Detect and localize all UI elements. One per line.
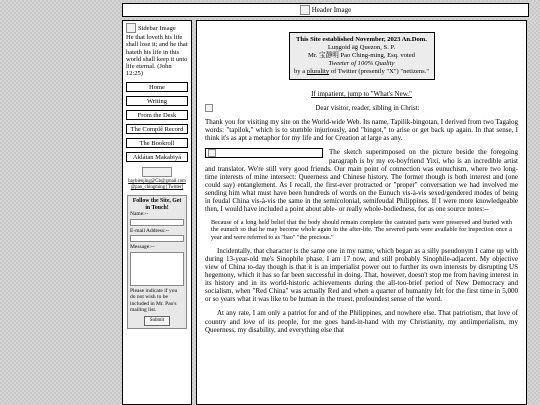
nav-home[interactable]: Home bbox=[126, 82, 188, 92]
sidebar bbox=[122, 20, 192, 405]
sidebar-image-alt: Sidebar Image bbox=[138, 24, 176, 32]
paragraph-intro: Thank you for visiting my site on the World-wide Web. Its name, Tapilik-bingotan, I derived from two Tagalog words: "tapilok," which is to stumble injuriously, and "bingot," to arise or get back up again. In that sense, I think it's as apt a metaphor for my life and for Creation at large as any. bbox=[205, 118, 518, 143]
sketch-image bbox=[205, 148, 323, 158]
paragraph-sketch: The sketch superimposed on the picture beside the foregoing paragraph is by my ex-boyfriend Yixi, who is an incredible artist and translator. We're still very good friends. Our main point of connection was eunuchism, where two long-time interests of mine intersect: Queerness and Chinese history. The former though is both interest and (one could say) entanglement. As I recall, the first-ever protracted or "proper" conversation we had involved me sending him what must have been hundreds of words on the Eunuch vis-à-vis sexed/gendered modes of being in feudal China vis-à-vis the same in the semicolonial, semifeudal Philippines. If I were more knowledgeable then, I would have included a point about able- or really whole-bodiedness, for as one source notes:-- bbox=[205, 148, 518, 214]
broken-image-icon bbox=[205, 104, 213, 112]
email-label: E-mail Address:-- bbox=[130, 227, 170, 234]
plurality-link[interactable]: plurality bbox=[306, 68, 330, 75]
follow-title: Follow the Site, Get in Touch! bbox=[132, 198, 182, 211]
header-image-alt: Header Image bbox=[311, 6, 352, 14]
name-field[interactable] bbox=[130, 219, 184, 226]
name-label: Name:-- bbox=[130, 211, 149, 218]
bible-quote: He that loveth his life shall lose it; and he that hateth his life in this world shall keep it unto life eternal. (John 12:25) bbox=[126, 34, 188, 78]
nav-writing[interactable]: Writing bbox=[126, 96, 188, 106]
email-field[interactable] bbox=[130, 235, 184, 242]
site-info-box: This Site established November, 2023 An.Dom. Luņgoid āḡ Quezon, S. P. Mr. 宝靜明 Pao Ching-ming, Esq. voted Tweeter of 100% Quality by a plurality of Twitter (presently "X") "netizens." bbox=[289, 32, 435, 80]
greeting: Dear visitor, reader, sibling in Christ: bbox=[315, 104, 420, 113]
established-line: This Site established November, 2023 An.Dom. bbox=[296, 36, 427, 43]
broken-image-icon bbox=[300, 5, 310, 15]
nav-complete-record[interactable]: The Complê Record bbox=[126, 124, 188, 134]
message-field[interactable] bbox=[130, 252, 184, 286]
location-line: Luņgoid āḡ Quezon, S. P. bbox=[327, 44, 396, 51]
broken-image-icon bbox=[126, 23, 136, 33]
eunuch-quote: Because of a long held belief that the body should remain complete the castrated parts were preserved and buried with the eunuch so that he may become whole again in the after-life. The severed parts were available for inspection once a year and were referred to as "bao" "the precious." bbox=[211, 219, 512, 241]
twitter-email[interactable]: baybienjing@Gb@gmail.com bbox=[128, 179, 186, 185]
header-image bbox=[122, 3, 529, 17]
main-content bbox=[196, 20, 527, 405]
twitter-handle[interactable]: @pao_chingming [Twitter] bbox=[130, 184, 184, 190]
follow-form bbox=[127, 195, 187, 329]
twitter-badge[interactable] bbox=[126, 167, 188, 191]
broken-image-icon bbox=[208, 149, 216, 157]
nav-from-the-desk[interactable]: From the Desk bbox=[126, 110, 188, 120]
mailing-list-note: Please indicate if you do not wish to be included in Mr. Pao's mailing list. bbox=[130, 287, 178, 314]
paragraph-patriot: At any rate, I am only a patriot for and of the Philippines, and nowhere else. That patriotism, that love of country and love of its people, for me goes hand-in-hand with my Christianity, my antiimperialism, my Queerness, my disability, and everything else that bbox=[205, 309, 518, 334]
author-line: Mr. 宝靜明 Pao Ching-ming, Esq. voted bbox=[308, 52, 415, 59]
whats-new-link[interactable]: If impatient, jump to "What's New." bbox=[311, 90, 412, 98]
paragraph-character: Incidentally, that character is the same one in my name, which began as a silly pseudonym I came up with during 13-year-old me's Sinophile phase. I am 17 now, and still probably Sinophile-adjacent. My objective view of China to-day though is that it is an imperialist power out to further its own interests by disrupting US hegemony, which it has so far been successful in doing. That, however, doesn't stop me from having interest in its history and in its world-historic achievements during the all-too-brief period of New Democracy and socialism, when "Red China" was actually Red and when a quarter of humanity felt for the first time in 5,000 or so years what it was like to be human in the truest, profoundest sense of the word. bbox=[205, 246, 518, 304]
tweeter-line: Tweeter of 100% Quality bbox=[328, 60, 395, 67]
nav-aklatan[interactable]: Aklátan Makabiyá bbox=[126, 152, 188, 162]
message-label: Message:-- bbox=[130, 244, 155, 251]
sidebar-image bbox=[126, 23, 188, 33]
twitter-logo-icon bbox=[142, 167, 172, 177]
submit-button[interactable]: Submit bbox=[144, 316, 170, 326]
nav-bookroll[interactable]: The Bookroll bbox=[126, 138, 188, 148]
